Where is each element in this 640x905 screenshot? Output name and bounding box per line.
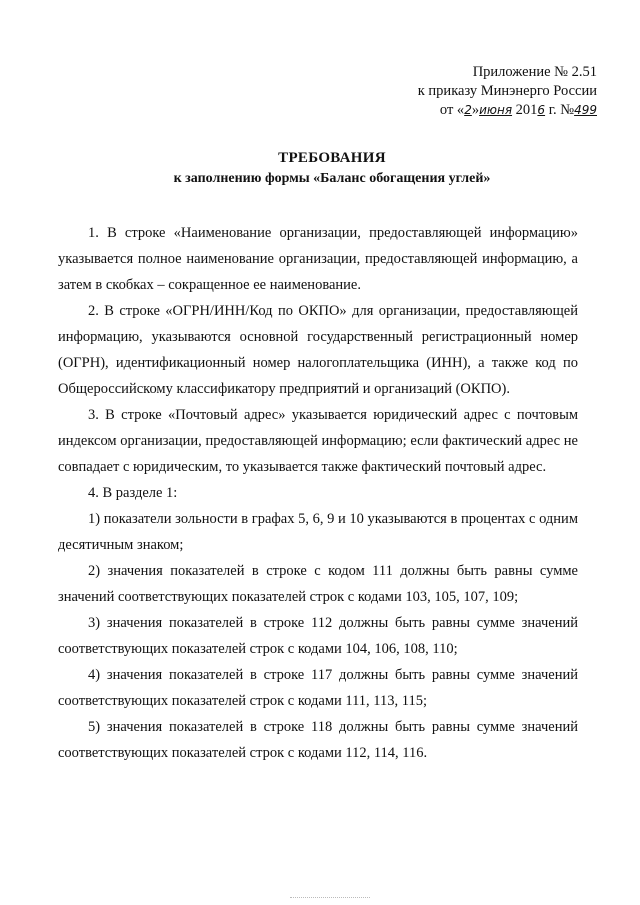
paragraph-4-item-3: 3) значения показателей в строке 112 должны быть равны сумме значений соответствующих показателей строк с кодами 104, 106, 108, 110;: [58, 615, 578, 657]
order-number-handwritten: 499: [574, 103, 597, 117]
paragraph-1: 1. В строке «Наименование организации, предоставляющей информацию» указывается полное наименование организации, предоставляющей информацию, а затем в скобках – сокращенное ее наименование.: [58, 225, 578, 293]
date-prefix: от «: [439, 102, 465, 118]
paragraph-4-item-4: 4) значения показателей в строке 117 должны быть равны сумме значений соответствующих показателей строк с кодами 111, 113, 115;: [58, 667, 578, 709]
date-year-prefix: 201: [512, 102, 538, 118]
appendix-date-line: [397, 101, 597, 120]
date-year-handwritten: 6: [537, 103, 546, 117]
date-day-handwritten: 2: [464, 103, 472, 117]
paragraph-2: 2. В строке «ОГРН/ИНН/Код по ОКПО» для организации, предоставляющей информацию, указываются основной государственный регистрационный номер (ОГРН), идентификационный номер налогоплательщика (ИНН), а также код по Общероссийскому классификатору предприятий и организаций (ОКПО).: [58, 303, 578, 397]
paragraph-4-item-2: 2) значения показателей в строке с кодом 111 должны быть равны сумме значений соответствующих показателей строк с кодами 103, 105, 107, 109;: [58, 563, 578, 605]
paragraph-4-item-1: 1) показатели зольности в графах 5, 6, 9 и 10 указываются в процентах с одним десятичным знаком;: [58, 511, 578, 553]
date-suffix: г. №: [545, 102, 575, 118]
paragraph-4: 4. В разделе 1:: [88, 485, 178, 501]
appendix-header: [397, 63, 597, 120]
document-title-block: [0, 150, 640, 187]
paragraph-4-item-5: 5) значения показателей в строке 118 должны быть равны сумме значений соответствующих показателей строк с кодами 112, 114, 116.: [58, 719, 578, 761]
paragraph-3: 3. В строке «Почтовый адрес» указывается юридический адрес с почтовым индексом организации, предоставляющей информацию; если фактический адрес не совпадает с юридическим, то указывается также фактический почтовый адрес.: [58, 407, 578, 475]
document-title: ТРЕБОВАНИЯ: [278, 150, 386, 166]
date-mid: »: [471, 102, 480, 118]
requirements-body: [58, 220, 578, 766]
date-month-handwritten: июня: [479, 103, 513, 117]
scan-artifact-line: [290, 897, 370, 898]
appendix-order-reference: к приказу Минэнерго России: [417, 83, 597, 99]
document-subtitle: к заполнению формы «Баланс обогащения углей»: [173, 171, 491, 186]
appendix-number: Приложение № 2.51: [472, 64, 597, 80]
